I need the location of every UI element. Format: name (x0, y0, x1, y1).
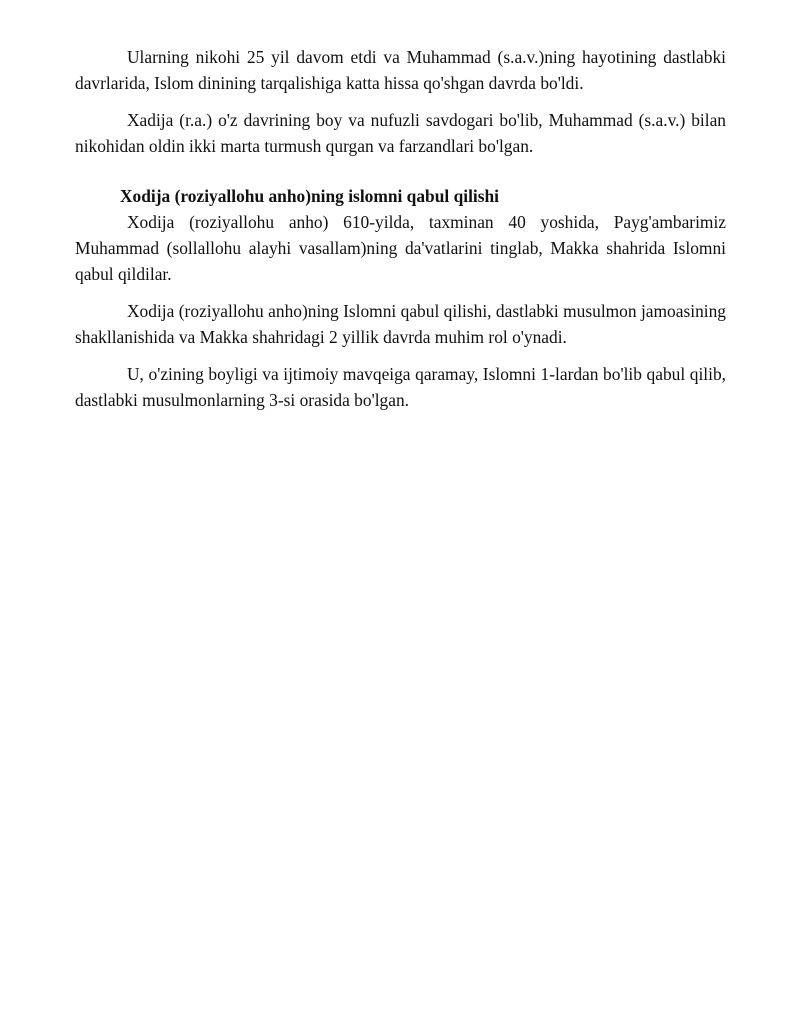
document-page (75, 44, 726, 413)
section-heading: Xodija (roziyallohu anho)ning islomni qabul qilishi (120, 186, 500, 206)
paragraph-accepting-islam: Xodija (roziyallohu anho) 610-yilda, taxminan 40 yoshida, Payg'ambarimiz Muhammad (sollallohu alayhi vasallam)ning da'vatlarini tinglab, Makka shahrida Islomni qabul qildilar. (75, 212, 726, 284)
paragraph-among-first-muslims: U, o'zining boyligi va ijtimoiy mavqeiga qaramay, Islomni 1-lardan bo'lib qabul qilib, dastlabki musulmonlarning 3-si orasida bo'lgan. (75, 364, 726, 410)
paragraph-marriage-duration: Ularning nikohi 25 yil davom etdi va Muhammad (s.a.v.)ning hayotining dastlabki davrlarida, Islom dinining tarqalishiga katta hissa qo'shgan davrda bo'ldi. (75, 47, 726, 93)
paragraph-role-in-community: Xodija (roziyallohu anho)ning Islomni qabul qilishi, dastlabki musulmon jamoasining shakllanishida va Makka shahridagi 2 yillik davrda muhim rol o'ynadi. (75, 301, 726, 347)
paragraph-xadija-merchant: Xadija (r.a.) o'z davrining boy va nufuzli savdogari bo'lib, Muhammad (s.a.v.) bilan nikohidan oldin ikki marta turmush qurgan va farzandlari bo'lgan. (75, 110, 726, 156)
